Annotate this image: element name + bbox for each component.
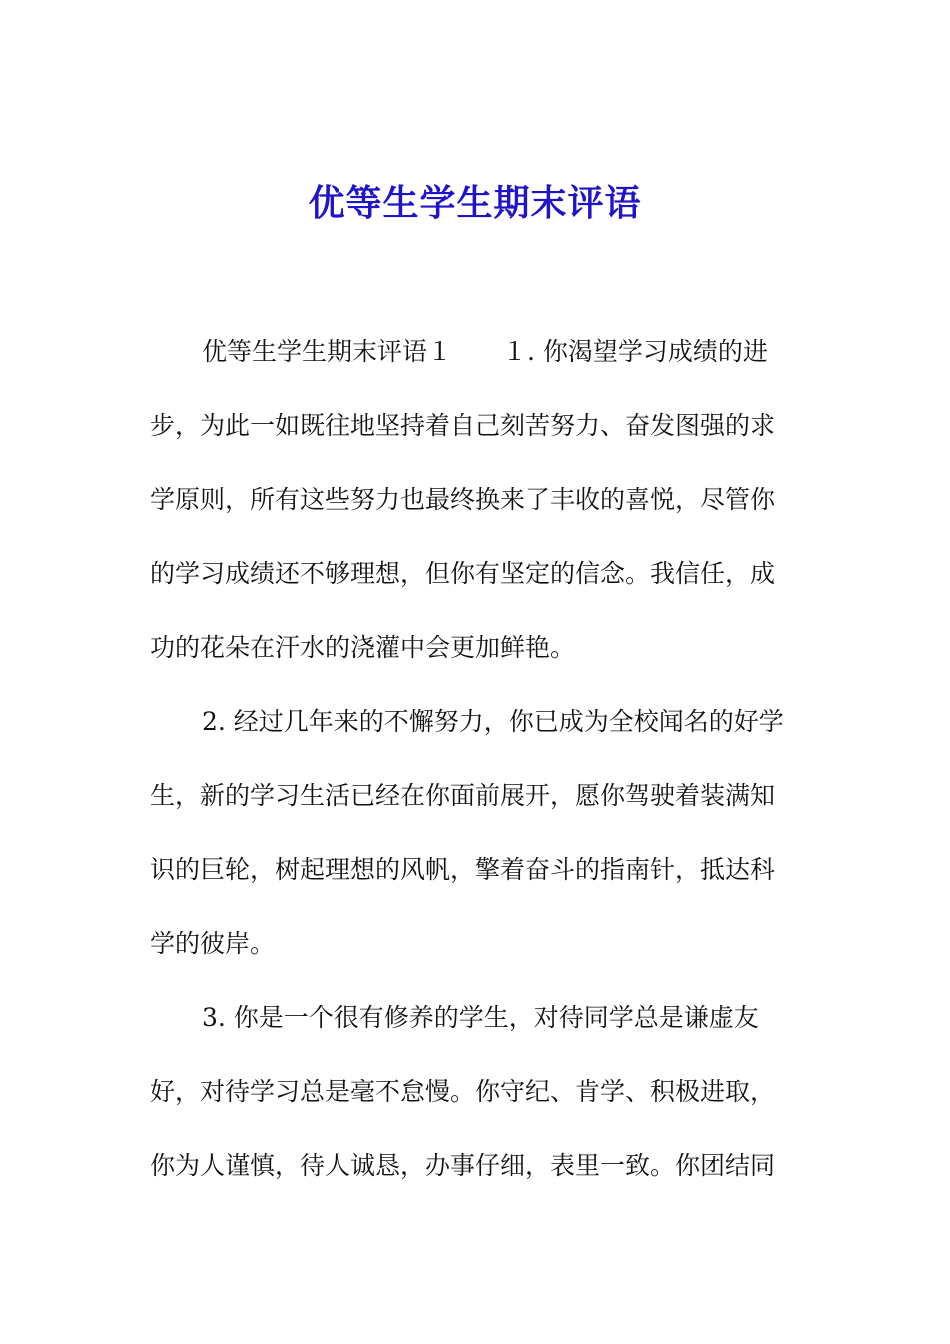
document-title: 优等生学生期末评语 [308,182,642,224]
paragraph-line: 学的彼岸。 [150,929,276,958]
paragraph-line: 3. 你是一个很有修养的学生，对待同学总是谦虚友 [202,1003,759,1032]
paragraph-line: 你为人谨慎，待人诚恳，办事仔细，表里一致。你团结同 [150,1151,776,1180]
paragraph-line: 识的巨轮，树起理想的风帆，擎着奋斗的指南针，抵达科 [150,855,776,884]
paragraph-line: 2. 经过几年来的不懈努力，你已成为全校闻名的好学 [202,707,784,736]
paragraph-line: 功的花朵在汗水的浇灌中会更加鲜艳。 [150,633,576,662]
paragraph-line: 步，为此一如既往地坚持着自己刻苦努力、奋发图强的求 [150,411,776,440]
paragraph-line: 优等生学生期末评语１ １. 你渴望学习成绩的进 [202,337,768,366]
paragraph-line: 的学习成绩还不够理想，但你有坚定的信念。我信任，成 [150,559,776,588]
paragraph-line: 好，对待学习总是毫不怠慢。你守纪、肯学、积极进取， [150,1077,776,1106]
paragraph-line: 生，新的学习生活已经在你面前展开，愿你驾驶着装满知 [150,781,776,810]
paragraph-line: 学原则，所有这些努力也最终换来了丰收的喜悦，尽管你 [150,485,776,514]
